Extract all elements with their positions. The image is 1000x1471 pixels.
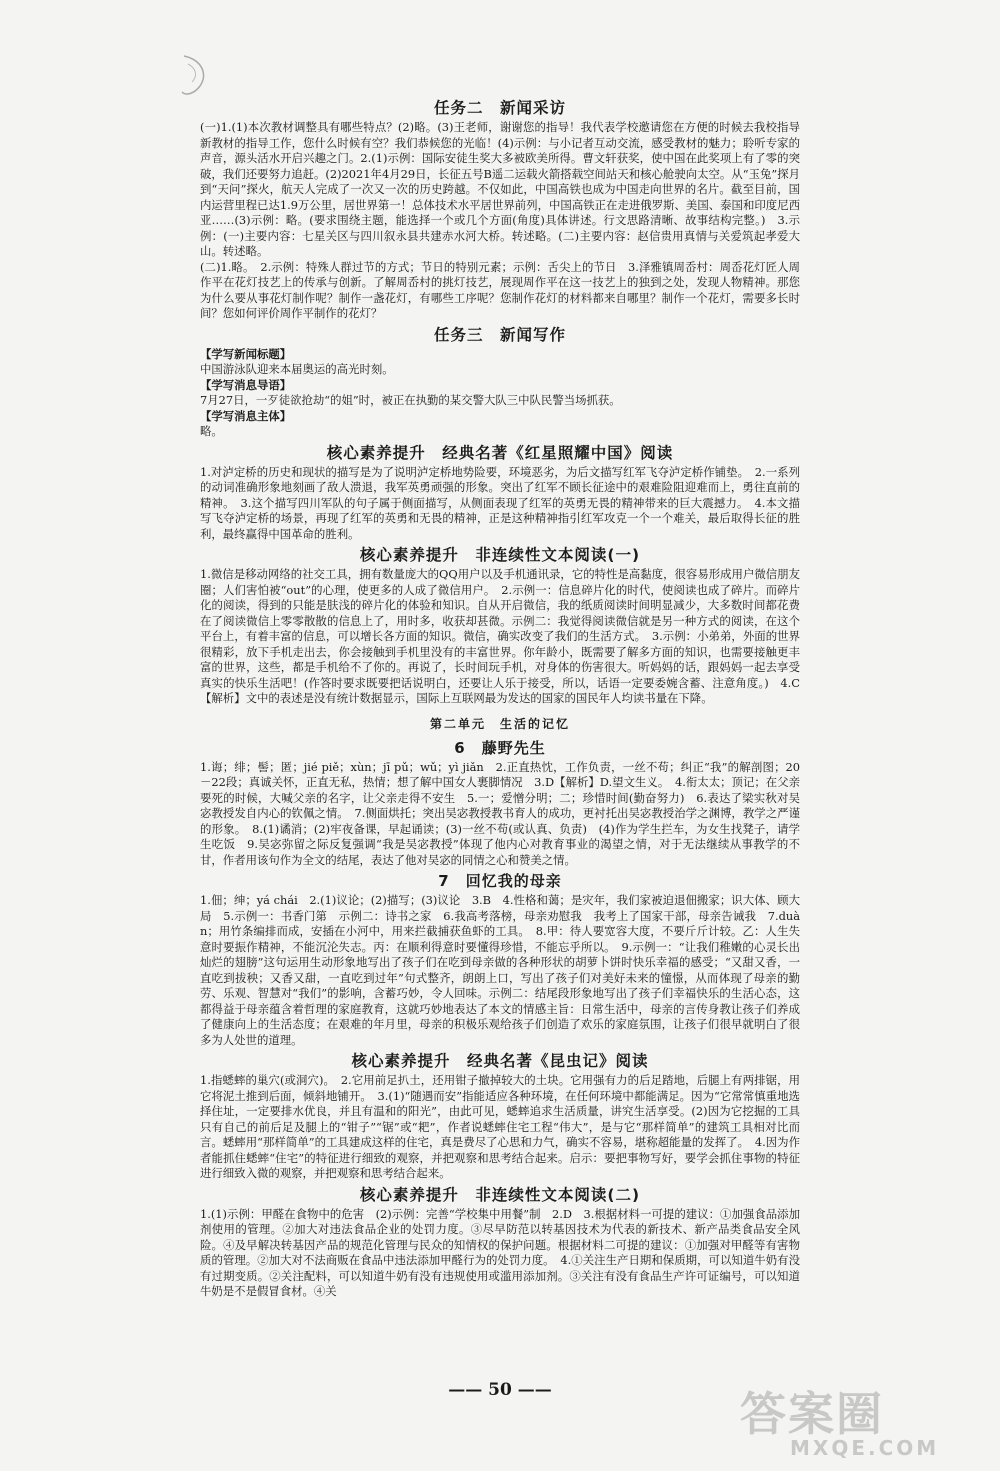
unit-heading: 第二单元 生活的记忆 bbox=[429, 716, 570, 731]
section-heading: 任务二 新闻采访 bbox=[433, 99, 566, 117]
answer-paragraph: (一)1.(1)本次教材调整具有哪些特点？(2)略。(3)王老师，谢谢您的指导！我代表学校邀请您在方便的时候去我校指导新教材的指导工作，您什么时候有空？我们恭候您的光临！(4)示例：与小记者互动交流，感受教材的魅力；聆听专家的声音，源头活水开启兴趣之门。2.(1)示例：国际安徒生奖大多被欧美所得。曹文轩获奖，使中国在此奖项上有了零的突破，我们还要努力追赶。(2)2021年4月29日，长征五号B遥二运载火箭搭载空间站天和核心舱驶向太空。从“玉兔”探月到“天问”探火，航天人完成了一次又一次的历史跨越。不仅如此，中国高铁也成为中国走向世界的名片。截至目前，国内运营里程已达1.9万公里，居世界第一！总体技术水平居世界前列，中国高铁正在走进俄罗斯、美国、泰国和印度尼西亚……(3)示例：略。(要求围绕主题，能选择一个或几个方面(角度)具体讲述。行文思路清晰、故事结构完整。) 3.示例：(一)主要内容：七星关区与四川叙永县共建赤水河大桥。转述略。(二)主要内容：赵信贵用真情与关爱筑起孝爱大山。转述略。 bbox=[200, 120, 800, 258]
section-heading: 核心素养提升 非连续性文本阅读(二) bbox=[359, 1185, 641, 1204]
section-heading: 核心素养提升 非连续性文本阅读(一) bbox=[359, 546, 641, 564]
subsection-label: 【学写消息主体】 bbox=[200, 408, 292, 423]
page-number: —— 50 —— bbox=[448, 1380, 552, 1400]
answer-paragraph: 略。 bbox=[200, 424, 223, 438]
answer-paragraph: 1.指蟋蟀的巢穴(或洞穴)。 2.它用前足扒土，还用钳子撤掉较大的土块。它用强有力的后足踏地，后腿上有两排锯，用它将泥土推到后面，倾斜地铺开。 3.(1)“随遇而安”指能适应各种环境，在任何环境中都能满足。因为“它常常慎重地选择住址，一定要排水优良，并且有温和的阳光”，由此可见，蟋蟀追求生活质量，讲究生活享受。(2)因为它挖掘的工具只有自己的前后足及腿上的“钳子”“锯”或“耙”，作者说蟋蟀住宅工程“伟大”，是与它“那样简单”的建筑工具相对比而言。蟋蟀用“那样简单”的工具建成这样的住宅，真是费尽了心思和力气，确实不容易，堪称超能量的发挥了。 4.因为作者能抓住蟋蟀“住宅”的特征进行细致的观察，并把观察和思考结合起来。启示：要把事物写好，要学会抓住事物的特征进行细致入微的观察，并把观察和思考结合起来。 bbox=[200, 1073, 800, 1180]
answer-paragraph: 1.微信是移动网络的社交工具，拥有数量庞大的QQ用户以及手机通讯录，它的特性是高黏度，很容易形成用户微信朋友圈；人们害怕被“out”的心理，使更多的人成了微信用户。 2.示例一：信息碎片化的时代，使阅读也成了碎片。而碎片化的阅读，得到的只能是肤浅的碎片化的体验和知识。自从开启微信，我的纸质阅读时间明显减少，大多数时间都花费在了阅读微信上零零散散的信息上了，用时多，收获却甚微。示例二：我觉得阅读微信就是另一种方式的阅读，在这个平台上，有着丰富的信息，可以增长各方面的知识。微信，确实改变了我们的生活方式。 3.示例：小弟弟，外面的世界很精彩，放下手机走出去，你会接触到手机里没有的丰富世界。你年龄小，既需要了解多方面的知识，也需要接触更丰富的世界，这些，都是手机给不了你的。再说了，长时间玩手机，对身体的伤害很大。听妈妈的话，跟妈妈一起去享受真实的快乐生活吧！(作答时要求既要把话说明白，还要让人乐于接受，所以，话语一定要委婉含蓄、注意角度。) 4.C【解析】文中的表述是没有统计数据显示，国际上互联网最为发达的国家的国民年人均读书量在下降。 bbox=[200, 567, 800, 705]
subsection-label: 【学写消息导语】 bbox=[200, 377, 292, 392]
section-heading: 核心素养提升 经典名著《红星照耀中国》阅读 bbox=[326, 443, 674, 462]
section-heading: 任务三 新闻写作 bbox=[433, 325, 566, 344]
answer-paragraph: 1.(1)示例：甲醛在食物中的危害 (2)示例：完善“学校集中用餐”制 2.D 3.根据材料一可提的建议：①加强食品添加剂使用的管理。②加大对违法食品企业的处罚力度。③尽早防范以转基因技术为代表的新技术、新产品类食品安全风险。④及早解决转基因产品的规范化管理与民众的知情权的保护问题。根据材料二可提的建议：①加强对甲醛等有害物质的管理。②加大对不法商贩在食品中违法添加甲醛行为的处罚力度。 4.①关注生产日期和保质期，可以知道牛奶有没有过期变质。②关注配料，可以知道牛奶有没有违规使用或滥用添加剂。③关注有没有食品生产许可证编号，可以知道牛奶是不是假冒食材。④关 bbox=[200, 1206, 800, 1298]
page-corner-mark bbox=[178, 52, 212, 100]
answer-paragraph: 1.诲；绯；髻；匿；jié piě；xùn；jī pǔ；wǔ；yì jiǎn 2.正直热忱，工作负责，一丝不苟；纠正“我”的解剖图；20－22段；真诚关怀，正直无私，热情；想了解中国女人裹脚情况 3.D【解析】D.望文生义。 4.衔太太；顶记；在父亲要死的时候，大喊父亲的名字，让父亲走得不安生 5.一；爱憎分明；二；珍惜时间(勤奋努力) 6.表达了梁实秋对吴宓教授发自内心的钦佩之情。 7.侧面烘托；突出吴宓教授教书育人的成功，更衬托出吴宓教授治学之渊博，教学之严谨的形象。 8.(1)谲消；(2)牢夜备课，早起诵读；(3)一丝不苟(或认真、负责) (4)作为学生拦车，为女生找凳子，请学生吃饭 9.吴宓弥留之际反复强调“我是吴宓教授”体现了他内心对教育事业的渴望之情，对于无法继续从事教学的不甘，作者用该句作为全文的结尾，表达了他对吴宓的同情之心和赞美之情。 bbox=[200, 759, 800, 867]
section-heading: 核心素养提升 经典名著《昆虫记》阅读 bbox=[351, 1052, 649, 1070]
answer-paragraph: (二)1.略。 2.示例：特殊人群过节的方式；节日的特别元素；示例：舌尖上的节日 3.泽雅镇周岙村：周岙花灯匠人周作平在花灯技艺上的传承与创新。了解周岙村的挑灯技艺，展现周作平在这一技艺上的独到之处，发现人物精神。那您为什么要从事花灯制作呢？制作一盏花灯，有哪些工序呢？您制作花灯的材料都来自哪里？制作一个花灯，需要多长时间？您如何评价周作平制作的花灯？ bbox=[200, 259, 800, 320]
watermark-text: 答案圈 bbox=[740, 1387, 884, 1441]
watermark-url: MXQE.COM bbox=[790, 1436, 940, 1460]
subsection-label: 【学写新闻标题】 bbox=[200, 346, 292, 361]
lesson-heading: 6 藤野先生 bbox=[454, 738, 546, 757]
watermark-logo bbox=[730, 1378, 980, 1458]
answer-paragraph: 1.佃；绅；yá chái 2.(1)议论；(2)描写；(3)议论 3.B 4.性格和蔼；是灾年，我们家被迫退佃搬家；识大体、顾大局 5.示例一：书香门第 示例二：诗书之家 6.我高考落榜，母亲劝慰我 我考上了国家干部，母亲告诫我 7.duàn；用竹条编排而成，安插在小河中，用来拦截捕获鱼虾的工具。 8.甲：待人要宽容大度，不要斤斤计较。乙：人生失意时要振作精神，不能沉沦失志。丙：在顺利得意时要懂得珍惜，不能忘乎所以。 9.示例一：“让我们稚嫩的心灵长出灿烂的翅膀”这句运用生动形象地写出了孩子们在吃到母亲做的各种形状的胡萝卜饼时快乐幸福的感受；“又甜又香，一直吃到拔秧；又香又甜，一直吃到过年”句式整齐，朗朗上口，写出了孩子们对美好未来的憧憬，从而体现了母亲的勤劳、乐观、智慧对“我们”的影响，含蓄巧妙，令人回味。示例二：结尾段形象地写出了孩子们幸福快乐的生活心态，这都得益于母亲蕴含着哲理的家庭教育，这就巧妙地表达了本文的情感主旨：日常生活中，母亲的言传身教让孩子们养成了健康向上的生活态度；在艰难的年月里，母亲的积极乐观给孩子们创造了欢乐的家庭氛围，让孩子们很早就明白了很多为人处世的道理。 bbox=[200, 893, 800, 1047]
answer-paragraph: 1.对泸定桥的历史和现状的描写是为了说明泸定桥地势险要，环境恶劣，为后文描写红军飞夺泸定桥作铺垫。 2.一系列的动词准确形象地刻画了敌人溃退，我军英勇顽强的形象。突出了红军不顾长征途中的艰难险阻迎难而上，勇往直前的精神。 3.这个描写四川军队的句子属于侧面描写，从侧面表现了红军的英勇无畏的精神带来的巨大震撼力。 4.本文描写飞夺泸定桥的场景，再现了红军的英勇和无畏的精神，正是这种精神指引红军攻克一个一个难关，最后取得长征的胜利，最终赢得中国革命的胜利。 bbox=[200, 464, 800, 541]
lesson-heading: 7 回忆我的母亲 bbox=[438, 872, 562, 890]
answer-paragraph: 7月27日，一歹徒欲抢劫“的姐”时，被正在执勤的某交警大队三中队民警当场抓获。 bbox=[200, 393, 621, 407]
answer-page bbox=[200, 95, 800, 1300]
answer-paragraph: 中国游泳队迎来本届奥运的高光时刻。 bbox=[200, 362, 394, 376]
